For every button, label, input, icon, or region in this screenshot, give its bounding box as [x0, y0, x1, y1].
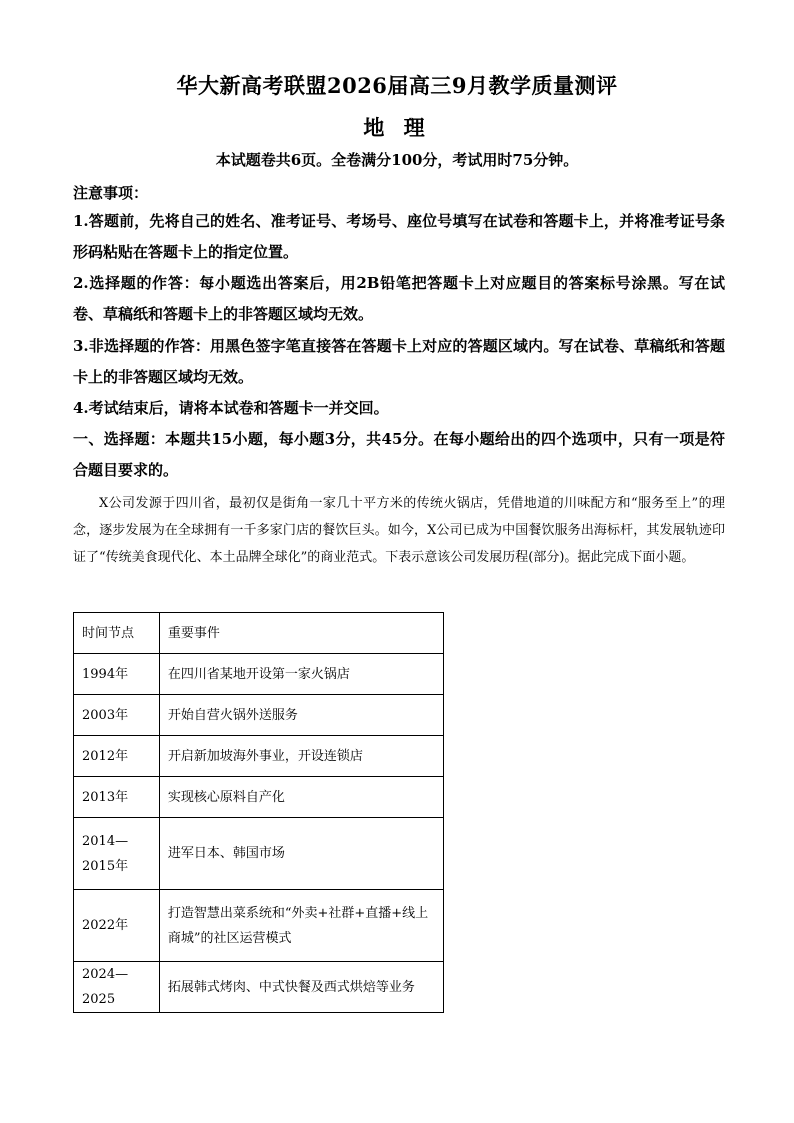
table-cell-date: 2012年 — [74, 736, 160, 777]
table-cell-event: 开启新加坡海外事业，开设连锁店 — [159, 736, 443, 777]
table-cell-event: 拓展韩式烤肉、中式快餐及西式烘焙等业务 — [159, 962, 443, 1013]
table-cell-event: 开始自营火锅外送服务 — [159, 695, 443, 736]
table-header-cell: 重要事件 — [159, 613, 443, 654]
table-row — [74, 777, 444, 818]
table-cell-date: 2024—2025 — [74, 962, 160, 1013]
table-cell-date: 2003年 — [74, 695, 160, 736]
development-timeline-table — [73, 612, 444, 1013]
table-cell-event: 实现核心原料自产化 — [159, 777, 443, 818]
table-row — [74, 695, 444, 736]
note-item-2: 2.选择题的作答：每小题选出答案后，用2B铅笔把答题卡上对应题目的答案标号涂黑。写在试卷、草稿纸和答题卡上的非答题区域均无效。 — [73, 274, 725, 323]
section-heading: 一、选择题：本题共15小题，每小题3分，共45分。在每小题给出的四个选项中，只有一项是符合题目要求的。 — [73, 430, 725, 479]
page-title: 华大新高考联盟2026届高三9月教学质量测评 — [176, 73, 618, 98]
table-cell-event: 打造智慧出菜系统和“外卖+社群+直播+线上商城”的社区运营模式 — [159, 890, 443, 962]
note-item-1: 1.答题前，先将自己的姓名、准考证号、考场号、座位号填写在试卷和答题卡上，并将准考证号条形码粘贴在答题卡上的指定位置。 — [73, 212, 725, 261]
table-row — [74, 736, 444, 777]
table-header-cell: 时间节点 — [74, 613, 160, 654]
subject-title: 地 理 — [363, 115, 431, 140]
table-row — [74, 654, 444, 695]
table-cell-date: 2014—2015年 — [74, 818, 160, 890]
table-row — [74, 962, 444, 1013]
reading-passage: X公司发源于四川省，最初仅是街角一家几十平方米的传统火锅店，凭借地道的川味配方和“服务至上”的理念，逐步发展为在全球拥有一千多家门店的餐饮巨头。如今，X公司已成为中国餐饮服务出海标杆，其发展轨迹印证了“传统美食现代化、本土品牌全球化”的商业范式。下表示意该公司发展历程(部分)。据此完成下面小题。 — [73, 496, 725, 565]
table-cell-event: 进军日本、韩国市场 — [159, 818, 443, 890]
table-cell-date: 2013年 — [74, 777, 160, 818]
notes-title: 注意事项： — [73, 184, 149, 202]
exam-info: 本试题卷共6页。全卷满分100分，考试用时75分钟。 — [215, 151, 579, 169]
table-row — [74, 818, 444, 890]
table-cell-event: 在四川省某地开设第一家火锅店 — [159, 654, 443, 695]
table-cell-date: 2022年 — [74, 890, 160, 962]
table-cell-date: 1994年 — [74, 654, 160, 695]
table-header-row — [74, 613, 444, 654]
table-row — [74, 890, 444, 962]
note-item-3: 3.非选择题的作答：用黑色签字笔直接答在答题卡上对应的答题区域内。写在试卷、草稿纸和答题卡上的非答题区域均无效。 — [73, 337, 725, 386]
note-item-4: 4.考试结束后，请将本试卷和答题卡一并交回。 — [73, 399, 389, 417]
